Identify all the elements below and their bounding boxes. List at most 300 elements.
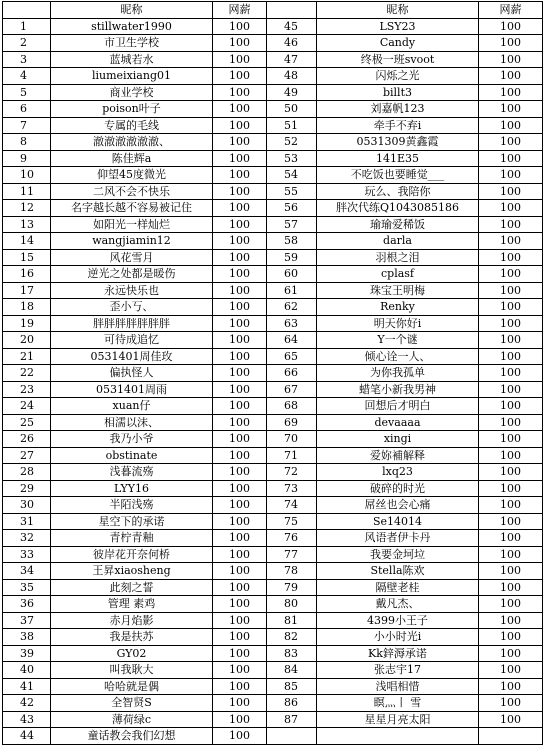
salary-cell: 100 [479, 414, 543, 431]
salary-cell: 100 [213, 464, 267, 481]
salary-cell: 100 [479, 662, 543, 679]
salary-cell: 100 [213, 282, 267, 299]
index-cell: 15 [3, 249, 51, 266]
table-row [3, 546, 543, 563]
index-cell: 67 [267, 381, 317, 398]
salary-cell: 100 [479, 398, 543, 415]
table-row [3, 431, 543, 448]
index-cell: 28 [3, 464, 51, 481]
nickname-cell: 4399小王子 [317, 612, 479, 629]
salary-cell: 100 [213, 365, 267, 382]
nickname-cell: 浅唱相惜 [317, 678, 479, 695]
salary-header: 网薪 [479, 2, 543, 19]
nickname-cell: 蜡笔小新我男神 [317, 381, 479, 398]
nickname-cell: 歪小丂、 [51, 299, 213, 316]
index-cell: 72 [267, 464, 317, 481]
nickname-cell: 终极一班svoot [317, 51, 479, 68]
salary-cell: 100 [213, 68, 267, 85]
nickname-cell: billt3 [317, 84, 479, 101]
index-cell: 55 [267, 183, 317, 200]
payout-table [2, 1, 543, 745]
nickname-cell: 瑜瑜爱稀饭 [317, 216, 479, 233]
nickname-cell: GY02 [51, 645, 213, 662]
salary-cell: 100 [213, 711, 267, 728]
salary-cell: 100 [213, 480, 267, 497]
table-row [3, 414, 543, 431]
index-cell: 61 [267, 282, 317, 299]
nickname-cell: 戴凡杰、 [317, 596, 479, 613]
nickname-cell: 羽根之泪 [317, 249, 479, 266]
salary-cell: 100 [479, 51, 543, 68]
salary-cell: 100 [479, 167, 543, 184]
index-cell: 49 [267, 84, 317, 101]
table-row [3, 464, 543, 481]
nickname-cell: 逆光之处都是暖伤 [51, 266, 213, 283]
nickname-cell: stillwater1990 [51, 18, 213, 35]
nickname-cell: 如阳光一样灿烂 [51, 216, 213, 233]
index-cell: 80 [267, 596, 317, 613]
index-cell: 4 [3, 68, 51, 85]
salary-cell: 100 [213, 167, 267, 184]
nickname-cell: 可待成追忆 [51, 332, 213, 349]
index-header [267, 2, 317, 19]
nickname-cell: 仰望45度微光 [51, 167, 213, 184]
salary-cell: 100 [479, 117, 543, 134]
nickname-cell [317, 728, 479, 745]
index-cell: 38 [3, 629, 51, 646]
nickname-cell: 二风不会不快乐 [51, 183, 213, 200]
table-row [3, 282, 543, 299]
salary-cell: 100 [213, 398, 267, 415]
index-cell: 7 [3, 117, 51, 134]
table-row [3, 579, 543, 596]
index-cell: 71 [267, 447, 317, 464]
table-row [3, 447, 543, 464]
salary-cell: 100 [479, 480, 543, 497]
nickname-cell: Renky [317, 299, 479, 316]
nickname-cell: devaaaa [317, 414, 479, 431]
index-cell: 35 [3, 579, 51, 596]
table-row [3, 365, 543, 382]
table-row [3, 348, 543, 365]
salary-cell [479, 728, 543, 745]
nickname-cell: 0531309黄鑫霞 [317, 134, 479, 151]
nickname-cell: 全智贤S [51, 695, 213, 712]
salary-cell: 100 [213, 629, 267, 646]
index-cell: 44 [3, 728, 51, 745]
nickname-cell: 141E35 [317, 150, 479, 167]
table-row [3, 381, 543, 398]
salary-cell: 100 [213, 51, 267, 68]
table-row [3, 183, 543, 200]
salary-cell: 100 [479, 315, 543, 332]
index-cell: 17 [3, 282, 51, 299]
nickname-cell: Kk鋅溽承诺 [317, 645, 479, 662]
salary-cell: 100 [213, 546, 267, 563]
salary-cell: 100 [213, 579, 267, 596]
table-row [3, 150, 543, 167]
nickname-cell: Se14014 [317, 513, 479, 530]
index-cell: 21 [3, 348, 51, 365]
nickname-cell: 名字越长越不容易被记住 [51, 200, 213, 217]
nickname-cell: LSY23 [317, 18, 479, 35]
table-row [3, 695, 543, 712]
salary-cell: 100 [213, 678, 267, 695]
salary-cell: 100 [479, 101, 543, 118]
table-row [3, 315, 543, 332]
nickname-cell: liumeixiang01 [51, 68, 213, 85]
nickname-cell: 陈佳辉a [51, 150, 213, 167]
salary-cell: 100 [479, 431, 543, 448]
nickname-cell: 0531401周佳玫 [51, 348, 213, 365]
nickname-cell: 破碎的时光 [317, 480, 479, 497]
nickname-header: 昵称 [51, 2, 213, 19]
nickname-cell: 玩么、我陪你 [317, 183, 479, 200]
nickname-cell: 彼岸花开奈何桥 [51, 546, 213, 563]
index-cell: 62 [267, 299, 317, 316]
table-body [3, 18, 543, 744]
salary-cell: 100 [213, 596, 267, 613]
index-cell: 52 [267, 134, 317, 151]
nickname-cell: 我要金坷垃 [317, 546, 479, 563]
index-cell: 1 [3, 18, 51, 35]
salary-cell: 100 [479, 530, 543, 547]
table-row [3, 497, 543, 514]
salary-cell: 100 [479, 332, 543, 349]
salary-cell: 100 [479, 381, 543, 398]
salary-cell: 100 [213, 447, 267, 464]
index-cell: 43 [3, 711, 51, 728]
salary-cell: 100 [479, 546, 543, 563]
nickname-cell: LYY16 [51, 480, 213, 497]
index-cell: 39 [3, 645, 51, 662]
nickname-cell: 专属的毛线 [51, 117, 213, 134]
salary-cell: 100 [213, 101, 267, 118]
salary-cell: 100 [213, 134, 267, 151]
index-cell: 3 [3, 51, 51, 68]
nickname-cell: 回想后才明白 [317, 398, 479, 415]
salary-cell: 100 [479, 464, 543, 481]
nickname-cell: poison叶子 [51, 101, 213, 118]
index-cell: 84 [267, 662, 317, 679]
index-cell: 78 [267, 563, 317, 580]
table-row [3, 612, 543, 629]
index-cell: 68 [267, 398, 317, 415]
salary-cell: 100 [479, 150, 543, 167]
index-cell: 85 [267, 678, 317, 695]
table-row [3, 728, 543, 745]
index-cell: 10 [3, 167, 51, 184]
index-cell: 31 [3, 513, 51, 530]
salary-cell: 100 [479, 348, 543, 365]
salary-cell: 100 [479, 695, 543, 712]
table-row [3, 645, 543, 662]
salary-cell: 100 [213, 431, 267, 448]
nickname-cell: 王昇xiaosheng [51, 563, 213, 580]
index-cell: 24 [3, 398, 51, 415]
salary-cell: 100 [213, 84, 267, 101]
salary-cell: 100 [213, 612, 267, 629]
nickname-cell: 风花雪月 [51, 249, 213, 266]
salary-cell: 100 [479, 596, 543, 613]
nickname-cell: 蓝城若水 [51, 51, 213, 68]
index-cell: 60 [267, 266, 317, 283]
nickname-cell: 小小时光i [317, 629, 479, 646]
index-cell: 8 [3, 134, 51, 151]
salary-cell: 100 [479, 18, 543, 35]
nickname-cell: 星星月亮太阳 [317, 711, 479, 728]
salary-cell: 100 [213, 117, 267, 134]
index-cell: 70 [267, 431, 317, 448]
index-cell: 29 [3, 480, 51, 497]
index-cell: 32 [3, 530, 51, 547]
index-cell: 57 [267, 216, 317, 233]
salary-cell: 100 [213, 728, 267, 745]
salary-cell: 100 [479, 216, 543, 233]
nickname-cell: 童话教会我们幻想 [51, 728, 213, 745]
table-row [3, 51, 543, 68]
table-row [3, 18, 543, 35]
salary-cell: 100 [479, 678, 543, 695]
table-row [3, 101, 543, 118]
salary-cell: 100 [479, 35, 543, 52]
index-cell: 47 [267, 51, 317, 68]
index-cell: 30 [3, 497, 51, 514]
nickname-cell: 爱妳補解释 [317, 447, 479, 464]
salary-header: 网薪 [213, 2, 267, 19]
index-cell: 12 [3, 200, 51, 217]
table-row [3, 167, 543, 184]
nickname-cell: obstinate [51, 447, 213, 464]
index-cell: 74 [267, 497, 317, 514]
salary-cell: 100 [213, 348, 267, 365]
nickname-cell: 此刻之誓 [51, 579, 213, 596]
nickname-cell: Y一个谜 [317, 332, 479, 349]
index-cell: 36 [3, 596, 51, 613]
index-cell: 11 [3, 183, 51, 200]
table-row [3, 398, 543, 415]
index-cell: 66 [267, 365, 317, 382]
salary-cell: 100 [479, 497, 543, 514]
nickname-cell: 风语者伊卡丹 [317, 530, 479, 547]
index-cell: 54 [267, 167, 317, 184]
salary-cell: 100 [213, 414, 267, 431]
table-row [3, 480, 543, 497]
salary-cell: 100 [479, 447, 543, 464]
nickname-cell: 我是扶苏 [51, 629, 213, 646]
index-cell: 2 [3, 35, 51, 52]
index-cell: 82 [267, 629, 317, 646]
nickname-cell: 半陌浅殇 [51, 497, 213, 514]
salary-cell: 100 [213, 695, 267, 712]
index-cell: 40 [3, 662, 51, 679]
index-cell: 75 [267, 513, 317, 530]
index-cell: 37 [3, 612, 51, 629]
salary-cell: 100 [213, 200, 267, 217]
index-cell: 41 [3, 678, 51, 695]
table-row [3, 596, 543, 613]
salary-cell: 100 [479, 711, 543, 728]
index-cell: 9 [3, 150, 51, 167]
index-cell: 64 [267, 332, 317, 349]
nickname-cell: 刘嘉帆123 [317, 101, 479, 118]
nickname-cell: 0531401周雨 [51, 381, 213, 398]
nickname-cell: 浅暮流殇 [51, 464, 213, 481]
salary-cell: 100 [213, 332, 267, 349]
index-cell: 26 [3, 431, 51, 448]
salary-cell: 100 [213, 18, 267, 35]
index-cell: 73 [267, 480, 317, 497]
index-cell: 48 [267, 68, 317, 85]
salary-cell: 100 [213, 216, 267, 233]
salary-cell: 100 [213, 150, 267, 167]
table-row [3, 513, 543, 530]
nickname-cell: 青柠青釉 [51, 530, 213, 547]
nickname-cell: 屌丝也会心痛 [317, 497, 479, 514]
index-cell: 65 [267, 348, 317, 365]
index-cell: 56 [267, 200, 317, 217]
nickname-cell: 为你我孤单 [317, 365, 479, 382]
table-row [3, 299, 543, 316]
table-row [3, 134, 543, 151]
table-row [3, 711, 543, 728]
table-row [3, 563, 543, 580]
salary-cell: 100 [479, 612, 543, 629]
table-row [3, 332, 543, 349]
index-cell: 13 [3, 216, 51, 233]
salary-cell: 100 [213, 662, 267, 679]
index-cell: 69 [267, 414, 317, 431]
salary-cell: 100 [479, 579, 543, 596]
nickname-cell: 隔壁老桂 [317, 579, 479, 596]
index-cell: 5 [3, 84, 51, 101]
index-cell: 19 [3, 315, 51, 332]
nickname-cell: Candy [317, 35, 479, 52]
table-row [3, 200, 543, 217]
salary-cell: 100 [213, 183, 267, 200]
nickname-cell: 我乃小爷 [51, 431, 213, 448]
nickname-cell: cplasf [317, 266, 479, 283]
index-cell: 27 [3, 447, 51, 464]
index-cell: 86 [267, 695, 317, 712]
nickname-cell: xingi [317, 431, 479, 448]
table-row [3, 249, 543, 266]
salary-cell: 100 [479, 200, 543, 217]
salary-cell: 100 [213, 645, 267, 662]
index-cell: 14 [3, 233, 51, 250]
nickname-cell: 相濡以沫、 [51, 414, 213, 431]
index-cell: 16 [3, 266, 51, 283]
nickname-cell: 明天你好i [317, 315, 479, 332]
index-cell: 83 [267, 645, 317, 662]
nickname-cell: darla [317, 233, 479, 250]
index-cell [267, 728, 317, 745]
salary-cell: 100 [479, 183, 543, 200]
table-row [3, 530, 543, 547]
salary-cell: 100 [213, 513, 267, 530]
nickname-cell: 永远快乐也 [51, 282, 213, 299]
index-cell: 25 [3, 414, 51, 431]
nickname-cell: 珠宝王明梅 [317, 282, 479, 299]
nickname-cell: 薄荷绿c [51, 711, 213, 728]
salary-cell: 100 [213, 299, 267, 316]
nickname-cell: xuan仔 [51, 398, 213, 415]
table-row [3, 68, 543, 85]
nickname-cell: 瞑灬丨 雪 [317, 695, 479, 712]
table-row [3, 216, 543, 233]
nickname-cell: 倾心诠一人、 [317, 348, 479, 365]
table-row [3, 117, 543, 134]
index-cell: 45 [267, 18, 317, 35]
table-row [3, 629, 543, 646]
nickname-cell: 星空下的承诺 [51, 513, 213, 530]
nickname-cell: 胖胖胖胖胖胖胖 [51, 315, 213, 332]
index-cell: 20 [3, 332, 51, 349]
salary-cell: 100 [479, 249, 543, 266]
index-cell: 77 [267, 546, 317, 563]
table-row [3, 266, 543, 283]
nickname-cell: 管理 素鸡 [51, 596, 213, 613]
nickname-cell: Stella陈欢 [317, 563, 479, 580]
nickname-cell: wangjiamin12 [51, 233, 213, 250]
index-cell: 53 [267, 150, 317, 167]
table-row [3, 678, 543, 695]
index-cell: 6 [3, 101, 51, 118]
salary-cell: 100 [213, 266, 267, 283]
index-cell: 42 [3, 695, 51, 712]
salary-cell: 100 [213, 381, 267, 398]
index-cell: 51 [267, 117, 317, 134]
index-cell: 22 [3, 365, 51, 382]
index-cell: 59 [267, 249, 317, 266]
index-cell: 34 [3, 563, 51, 580]
nickname-cell: 叫我耿大 [51, 662, 213, 679]
nickname-cell: 市卫生学校 [51, 35, 213, 52]
index-header [3, 2, 51, 19]
nickname-cell: 商业学校 [51, 84, 213, 101]
table-row [3, 84, 543, 101]
salary-cell: 100 [479, 299, 543, 316]
nickname-cell: 牵手不弃i [317, 117, 479, 134]
index-cell: 79 [267, 579, 317, 596]
table-row [3, 35, 543, 52]
nickname-cell: 偏执怪人 [51, 365, 213, 382]
salary-cell: 100 [479, 134, 543, 151]
index-cell: 33 [3, 546, 51, 563]
nickname-cell: 胖次代练Q1043085186 [317, 200, 479, 217]
index-cell: 50 [267, 101, 317, 118]
salary-cell: 100 [213, 530, 267, 547]
nickname-cell: 闪烁之光 [317, 68, 479, 85]
index-cell: 58 [267, 233, 317, 250]
salary-cell: 100 [213, 233, 267, 250]
nickname-cell: 赤月焰影 [51, 612, 213, 629]
salary-cell: 100 [479, 68, 543, 85]
salary-cell: 100 [479, 645, 543, 662]
nickname-cell: 澈澈澈澈澈澈、 [51, 134, 213, 151]
nickname-cell: 哈哈就是偶 [51, 678, 213, 695]
table-row [3, 662, 543, 679]
index-cell: 87 [267, 711, 317, 728]
salary-cell: 100 [213, 315, 267, 332]
index-cell: 18 [3, 299, 51, 316]
table-row [3, 233, 543, 250]
salary-cell: 100 [479, 513, 543, 530]
nickname-cell: 张志宇17 [317, 662, 479, 679]
nickname-cell: lxq23 [317, 464, 479, 481]
salary-cell: 100 [479, 563, 543, 580]
nickname-cell: 不吃饭也要睡觉___ [317, 167, 479, 184]
